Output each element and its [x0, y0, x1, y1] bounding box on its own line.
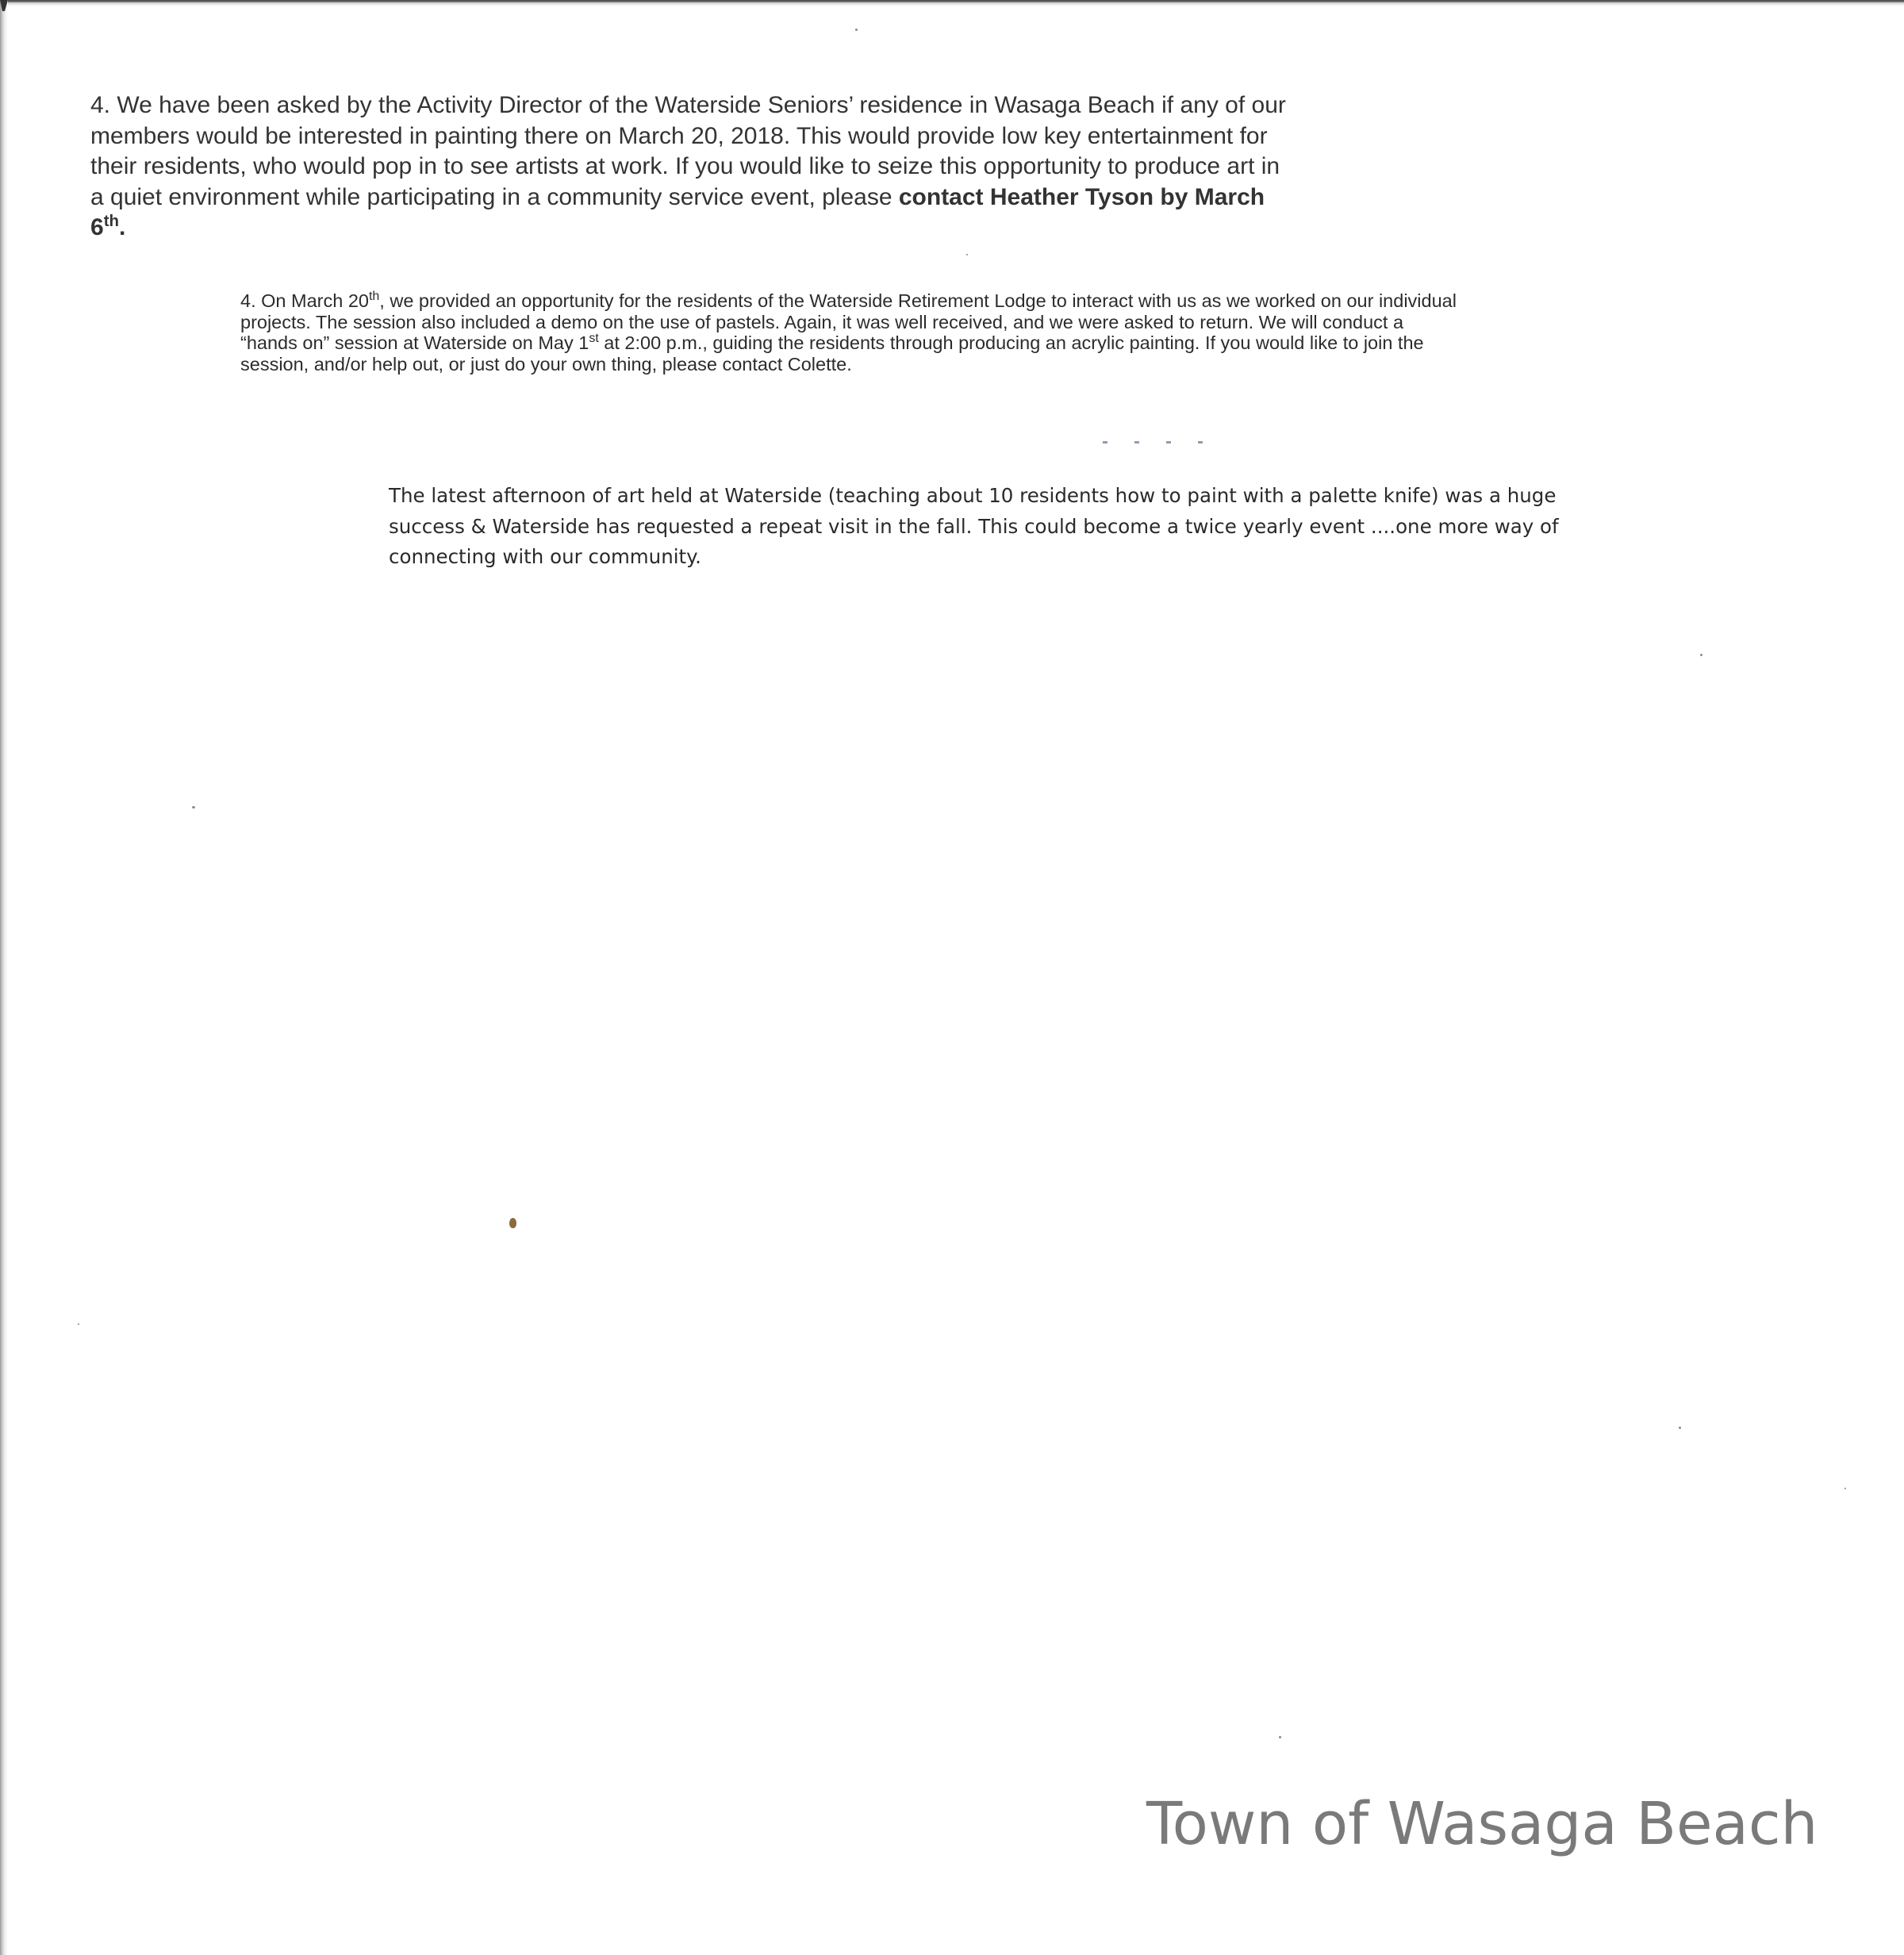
footer-organization-name: Town of Wasaga Beach — [1146, 1790, 1818, 1858]
scan-speck — [1279, 1736, 1281, 1738]
newsletter-item-waterside-invitation — [90, 90, 1296, 244]
scan-left-edge — [0, 0, 8, 1955]
ordinal-suffix: st — [589, 332, 599, 346]
scan-speck — [1844, 1488, 1846, 1489]
ordinal-suffix: th — [368, 290, 380, 304]
report-text-part2: , we provided an opportunity for the residents of the Waterside Retirement Lodge to interact with us as we worked on our individual projects. The session also included a demo on the use of pastels. Again, it was well received, and we were asked to return. We will conduct a “hands on” session at Waterside on May 1 — [240, 290, 1457, 353]
scan-speck — [192, 806, 195, 809]
scan-stain — [509, 1218, 516, 1228]
report-text-part3: at 2:00 p.m., guiding the residents through producing an acrylic painting. If you would like to join the session, and/or help out, or just do your own thing, please contact Colette. — [240, 332, 1424, 374]
newsletter-item-waterside-report — [240, 290, 1462, 374]
invitation-text: 4. We have been asked by the Activity Director of the Waterside Seniors’ residence in Wasaga Beach if any of our members would be interested in painting there on March 20, 2018. This would provide low key entertainment for their residents, who would pop in to see artists at work. If you would like to seize this opportunity to produce art in a quiet environment while participating in a community service event, please — [90, 92, 1286, 210]
contact-deadline: contact Heather Tyson by March 6th. — [90, 183, 1265, 240]
faint-cropped-text-fragment — [1103, 441, 1230, 444]
newsletter-item-waterside-followup: The latest afternoon of art held at Waterside (teaching about 10 residents how to paint with a palette knife) was a huge success & Waterside has requested a repeat visit in the fall. This could become a twice yearly event ....one more way of connecting with our community. — [389, 484, 1559, 568]
scan-speck — [966, 254, 968, 255]
ordinal-suffix: th — [103, 212, 119, 230]
scan-speck — [1700, 654, 1702, 656]
scan-speck — [78, 1323, 79, 1325]
report-text-part1: 4. On March 20 — [240, 290, 369, 311]
scan-speck — [855, 29, 858, 31]
scan-top-edge — [0, 0, 1904, 6]
scan-speck — [1679, 1427, 1681, 1429]
